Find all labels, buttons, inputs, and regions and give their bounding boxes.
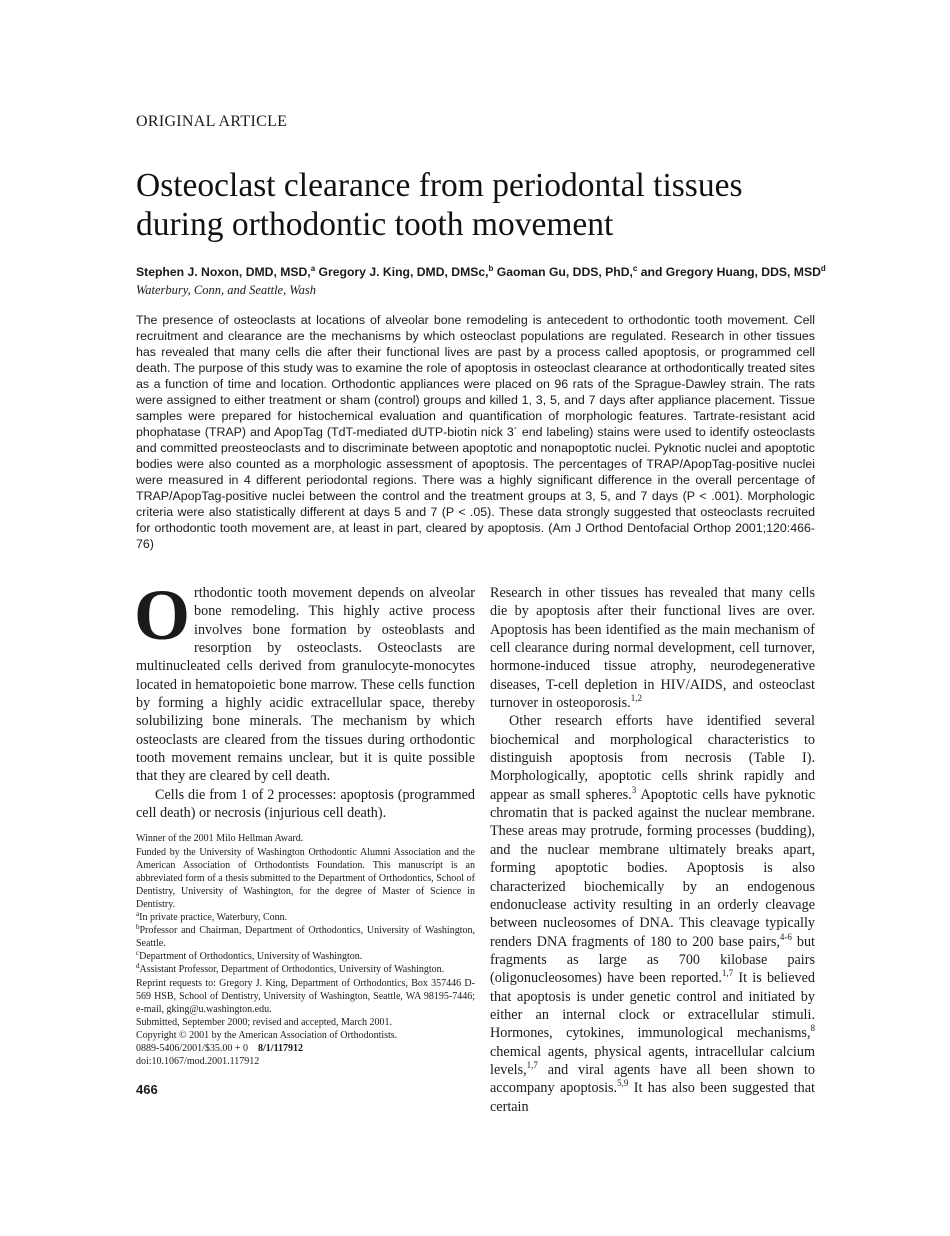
author-list	[136, 263, 826, 281]
body-text: It has also been suggested that certain	[490, 1080, 815, 1115]
footnote	[136, 846, 478, 911]
footnote-text: Reprint requests to: Gregory J. King, Department of Orthodontics, Box 357446 D-569 HSB, School of Dentistry, University of Washington, Seattle, WA 98195-7446; e-mail, gking@u.washington.edu.	[136, 977, 478, 1015]
author-affiliation-marker: b	[488, 264, 494, 273]
author-name: Stephen J. Noxon, DMD, MSD,	[136, 265, 311, 279]
body-text: Other research efforts have identified several biochemical and morphological characteristics to distinguish apoptosis from necrosis (Table I). Morphologically, apoptotic cells shrink rapidly and appear as small spheres.	[490, 713, 815, 803]
footnote-text: doi:10.1067/mod.2001.117912	[136, 1056, 260, 1068]
author-affiliation-marker: d	[820, 264, 826, 273]
footnote-marker: b	[136, 923, 140, 932]
citation-reference: 1,7	[721, 968, 734, 979]
footnote-text: Professor and Chairman, Department of Orthodontics, University of Washington, Seattle.	[136, 925, 478, 950]
author-name: and Gregory Huang, DDS, MSD	[637, 265, 821, 279]
abstract: The presence of osteoclasts at locations of alveolar bone remodeling is antecedent to orthodontic tooth movement. Cell recruitment and clearance are the mechanisms by which osteoclast populations are regulated. Research in other tissues has revealed that many cells die after their functional lives are past by a process called apoptosis, or programmed cell death. The purpose of this study was to examine the role of apoptosis in osteoclast clearance at orthodontically treated sites as a function of time and location. Orthodontic appliances were placed on 96 rats of the Sprague-Dawley strain. The rats were assigned to either treatment or sham (control) groups and killed 1, 3, 5, and 7 days after appliance placement. Tissue samples were prepared for histochemical evaluation and quantification of morphologic features. Tartrate-resistant acid phophatase (TRAP) and ApopTag (TdT-mediated dUTP-biotin nick 3´ end labeling) stains were used to identify osteoclasts and committed preosteoclasts and to discriminate between apoptotic and nonapoptotic nuclei. Pyknotic nuclei and apoptotic bodies were also counted as a morphologic assessment of apoptosis. The percentages of TRAP/ApopTag-positive nuclei were measured in 4 different periodontal regions. There was a highly significant difference in the overall percentage of TRAP/ApopTag-positive nuclei between the control and the treatment groups at 3, 5, and 7 days (P < .001). Morphologic criteria were also statistically different at days 5 and 7 (P < .05). These data strongly suggested that osteoclasts recruited for orthodontic tooth movement are, at least in part, cleared by apoptosis. (Am J Orthod Dentofacial Orthop 2001;120:466-76)	[136, 313, 815, 551]
body-text: Apoptotic cells have pyknotic chromatin that is packed against the nuclear membrane. These areas may protrude, forming processes (budding), and the nuclear membrane ultimately breaks apart, forming apoptotic bodies. Apoptosis is also characterized biochemically by an endogenous endonuclease activity resulting in an orderly cleavage between nucleosomes of DNA. This cleavage typically renders DNA fragments of 180 to 200 base pairs,	[490, 786, 815, 950]
footnote-text: In private practice, Waterbury, Conn.	[139, 912, 288, 924]
footnote-text: Copyright © 2001 by the American Association of Orthodontists.	[136, 1029, 398, 1041]
footnote	[136, 1042, 475, 1055]
footnote	[136, 923, 478, 950]
body-columns	[134, 575, 815, 1116]
body-text: It is believed that apoptosis is under genetic control and initiated by either an internal clock or extracellular stimuli. Hormones, cytokines, immunological mechanisms,	[490, 970, 815, 1042]
body-column-left	[134, 575, 475, 822]
footnote-bold-id: 8/1/117912	[258, 1042, 304, 1054]
citation-reference: 1,7	[526, 1059, 538, 1070]
body-text: Research in other tissues has revealed that many cells die by apoptosis after their functional lives are over. Apoptosis has been identified as the main mechanism of cell clearance during normal development, cell turnover, hormone-induced tissue atrophy, neurodegenerative diseases, T-cell depletion in HIV/AIDS, and osteoclast turnover in osteoporosis.	[490, 585, 815, 712]
footnote-marker: a	[136, 910, 140, 919]
footnote-text: Department of Orthodontics, University of Washington.	[139, 951, 363, 963]
footnote	[136, 1029, 475, 1042]
article-page	[134, 0, 826, 1116]
citation-reference: 5,9	[617, 1078, 629, 1089]
body-text: rthodontic tooth movement depends on alveolar bone remodeling. This highly active process involves bone formation by osteoblasts and resorption by osteoclasts. Osteoclasts are multinucleated cells derived from granulocyte-monocytes located in hematopoietic bone marrow. These cells function by forming a highly acidic extracellular space, thereby solubilizing bone minerals. The mechanism by which osteoclasts are cleared from the tissues during orthodontic tooth movement remains unclear, but it is quite possible that they are cleared by cell death.	[136, 585, 475, 785]
body-text: but fragments as large as 700 kilobase pairs (oligonucleosomes) have been reported.	[490, 933, 815, 987]
citation-reference: 3	[631, 784, 637, 795]
citation-reference: 8	[810, 1023, 815, 1034]
left-column-wrapper	[134, 575, 478, 1098]
citation-reference: 4-6	[779, 931, 792, 942]
body-column-right	[490, 584, 815, 1116]
body-text: and viral agents have all been shown to accompany apoptosis.	[490, 1061, 815, 1097]
body-paragraph	[136, 786, 475, 823]
footnote-text: Winner of the 2001 Milo Hellman Award.	[136, 833, 304, 845]
footnote	[136, 963, 475, 976]
footnote	[136, 911, 475, 924]
footnote-text: Assistant Professor, Department of Orthodontics, University of Washington.	[139, 964, 445, 976]
footnote-text: Submitted, September 2000; revised and accepted, March 2001.	[136, 1016, 393, 1028]
citation-reference: 1,2	[630, 693, 642, 704]
author-affiliation-marker: a	[310, 264, 316, 273]
footnote-marker: d	[136, 962, 140, 971]
footnote-text: 0889-5406/2001/$35.00 + 0	[136, 1042, 259, 1054]
drop-cap: O	[134, 575, 191, 655]
footnote	[136, 977, 478, 1016]
author-affiliation: Waterbury, Conn, and Seattle, Wash	[136, 283, 316, 297]
author-affiliation-marker: c	[632, 264, 638, 273]
footnotes	[136, 832, 478, 1068]
footnote	[136, 1055, 475, 1068]
footnote-text: Funded by the University of Washington Orthodontic Alumni Association and the American Association of Orthodontists Foundation. This manuscript is an abbreviated form of a thesis submitted to the Department of Orthodontics, School of Dentistry, University of Washington, for the degree of Master of Science in Dentistry.	[136, 846, 478, 910]
body-paragraph	[490, 712, 815, 1116]
author-name: Gregory J. King, DMD, DMSc,	[315, 265, 489, 279]
body-text: Cells die from 1 of 2 processes: apoptosis (programmed cell death) or necrosis (injurious cell death).	[136, 786, 475, 822]
page-number: 466	[136, 1082, 158, 1098]
author-name: Gaoman Gu, DDS, PhD,	[493, 265, 633, 279]
footnote	[136, 950, 475, 963]
article-type-label: ORIGINAL ARTICLE	[136, 113, 288, 130]
footnote	[136, 832, 475, 845]
body-text: chemical agents, physical agents, intracellular calcium levels,	[490, 1043, 815, 1078]
footnote	[136, 1016, 475, 1029]
footnote-marker: c	[136, 949, 140, 958]
article-title: Osteoclast clearance from periodontal tissues during orthodontic tooth movement	[136, 167, 743, 243]
body-paragraph	[490, 584, 815, 712]
